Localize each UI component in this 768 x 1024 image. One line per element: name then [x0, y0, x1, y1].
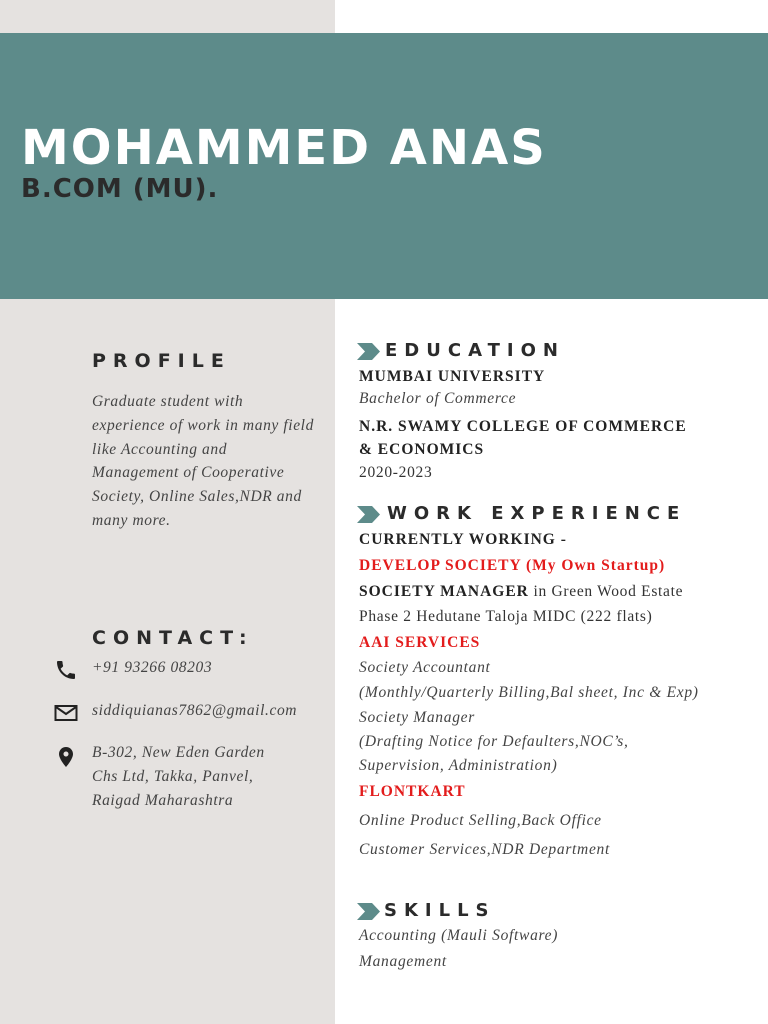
education-heading: EDUCATION	[385, 340, 565, 361]
chevron-right-icon	[357, 343, 383, 360]
chevron-right-icon	[357, 903, 383, 920]
skill-item: Accounting (Mauli Software)	[359, 927, 559, 944]
education-college-line1: N.R. SWAMY COLLEGE OF COMMERCE	[359, 418, 687, 435]
candidate-name: MOHAMMED ANAS	[21, 120, 547, 176]
contact-heading: CONTACT:	[92, 627, 254, 649]
education-university: MUMBAI UNIVERSITY	[359, 368, 546, 385]
location-pin-icon	[54, 745, 78, 769]
education-degree: Bachelor of Commerce	[359, 390, 517, 407]
work-experience-heading: WORK EXPERIENCE	[387, 503, 687, 524]
phone-icon	[54, 658, 78, 682]
envelope-icon	[54, 701, 78, 725]
work-aai-services: AAI SERVICES	[359, 634, 481, 651]
chevron-right-icon	[357, 506, 383, 523]
profile-heading: PROFILE	[92, 350, 231, 372]
skills-heading: SKILLS	[384, 900, 496, 921]
work-aai-desc2-line1: (Drafting Notice for Defaulters,NOC’s,	[359, 733, 629, 750]
work-flontkart-line1: Online Product Selling,Back Office	[359, 812, 602, 829]
work-aai-role2: Society Manager	[359, 709, 475, 726]
contact-phone: +91 93266 08203	[92, 659, 213, 676]
work-manager-location: in Green Wood Estate	[528, 583, 684, 600]
work-aai-desc2-line2: Supervision, Administration)	[359, 757, 558, 774]
work-startup: DEVELOP SOCIETY (My Own Startup)	[359, 557, 666, 574]
candidate-degree: B.COM (MU).	[21, 174, 219, 204]
work-manager-line2: Phase 2 Hedutane Taloja MIDC (222 flats)	[359, 608, 653, 625]
work-aai-desc1: (Monthly/Quarterly Billing,Bal sheet, Inc & Exp)	[359, 684, 699, 701]
education-years: 2020-2023	[359, 464, 433, 481]
work-flontkart-line2: Customer Services,NDR Department	[359, 841, 610, 858]
work-manager-line1	[359, 583, 683, 601]
work-manager-role: SOCIETY MANAGER	[359, 583, 529, 600]
contact-email[interactable]: siddiquianas7862@gmail.com	[92, 702, 298, 719]
education-college-line2: & ECONOMICS	[359, 441, 485, 458]
work-aai-role1: Society Accountant	[359, 659, 491, 676]
work-currently: CURRENTLY WORKING -	[359, 531, 567, 548]
work-flontkart: FLONTKART	[359, 783, 466, 800]
skill-item: Management	[359, 953, 447, 970]
contact-address: B-302, New Eden Garden Chs Ltd, Takka, Panvel, Raigad Maharashtra	[92, 744, 265, 809]
profile-text: Graduate student with experience of work in many field like Accounting and Management of Cooperative Society, Online Sales,NDR and many more.	[92, 393, 314, 529]
